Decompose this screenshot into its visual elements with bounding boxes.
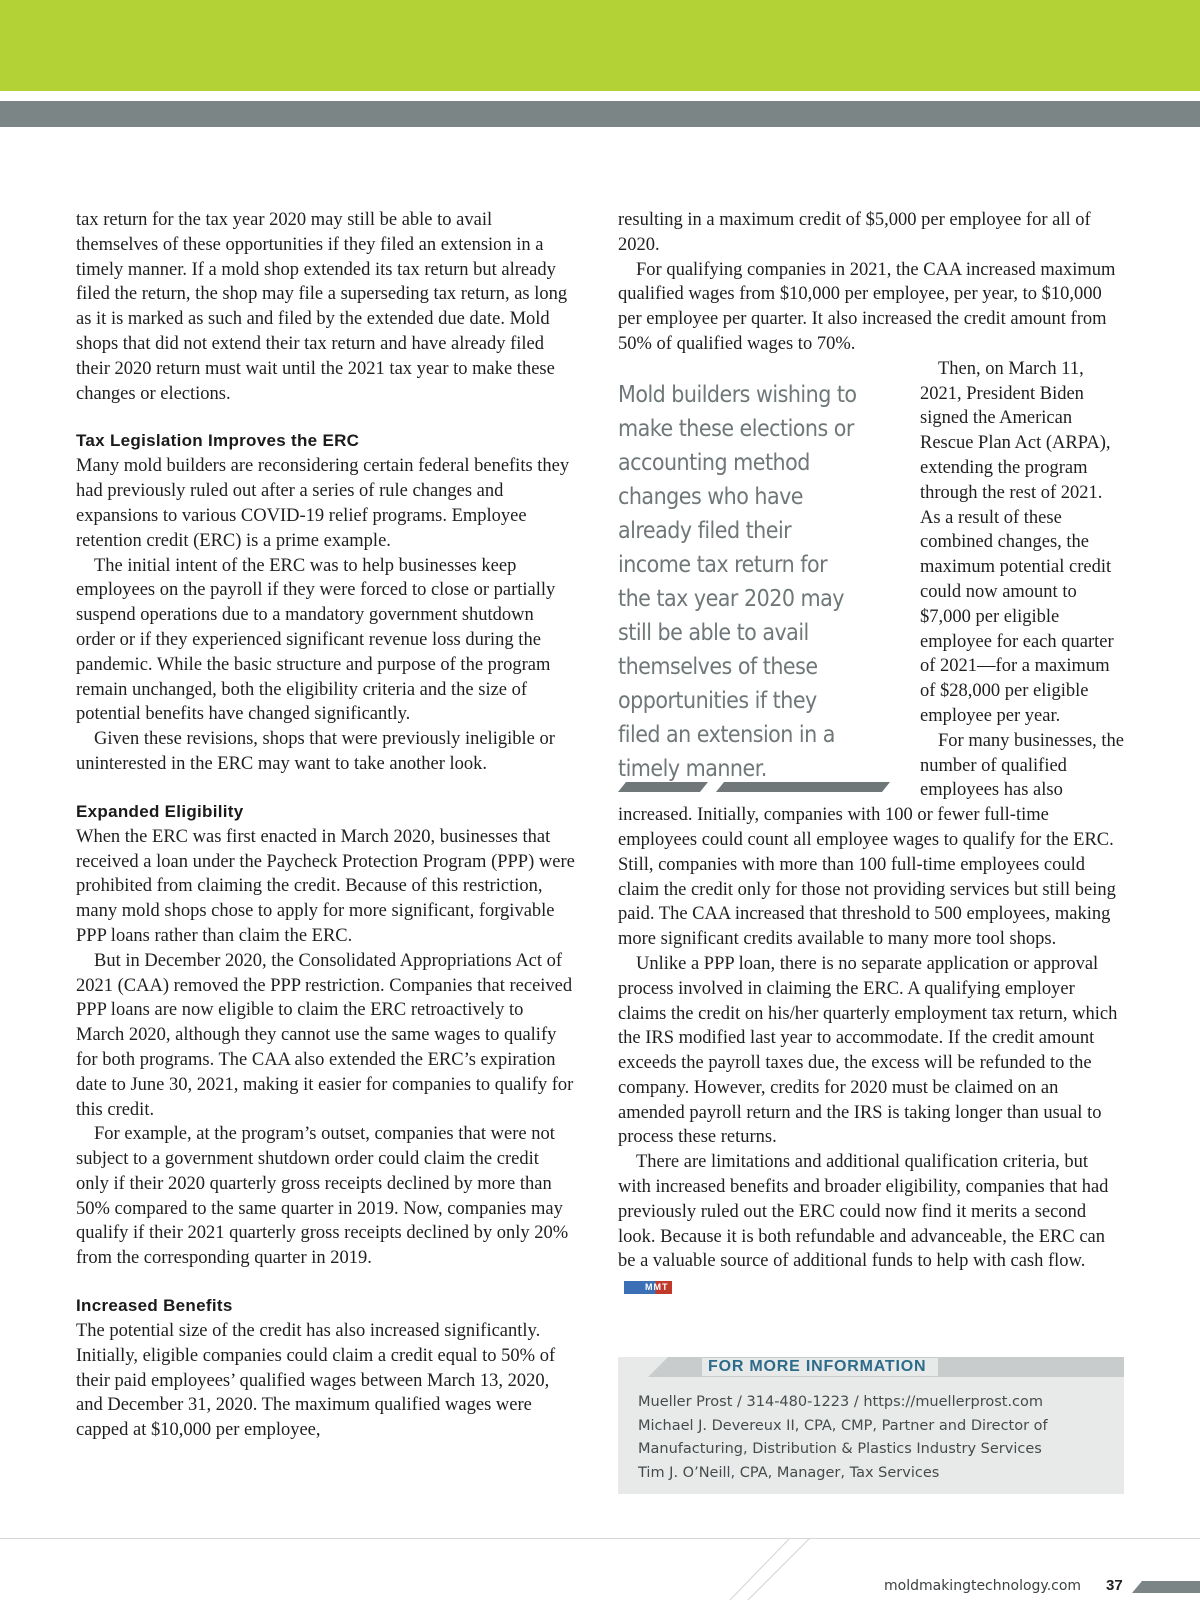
paragraph-text: Unlike a PPP loan, there is no separate application or approval process involved in claiming the ERC. A qualifying employer claims the credit on his/her quarterly employment tax return, which the IRS modified last year to accommodate. If the credit amount exceeds the payroll taxes due, the excess will be refunded to the company. However, credits for 2020 must be claimed on an amended payroll return and the IRS is taking longer than usual to process these returns. [618, 953, 1118, 1148]
header-green-band [0, 0, 1200, 91]
info-line: Tim J. O’Neill, CPA, Manager, Tax Services [638, 1464, 940, 1481]
paragraph: The potential size of the credit has also increased significantly. Initially, eligible companies could claim a credit equal to 50% of their paid employees’ qualified wages between March 13, 2020, and December 31, 2020. The maximum qualified wages were capped at $10,000 per employee, [76, 1321, 556, 1441]
paragraph: For example, at the program’s outset, companies that were not subject to a government shutdown order could claim the credit only if their 2020 quarterly gross receipts declined by more than 50% compared to the same quarter in 2019. Now, companies may qualify if their 2021 quarterly gross receipts declined by only 20% from the corresponding quarter in 2019. [76, 1124, 569, 1269]
paragraph: But in December 2020, the Consolidated Appropriations Act of 2021 (CAA) removed the PPP restriction. Companies that received PPP loans are now eligible to claim the ERC retroactively to March 2020, although they cannot use the same wages to qualify for both programs. The CAA also extended the ERC’s expiration date to June 30, 2021, making it easier for companies to qualify for this credit. [76, 950, 574, 1120]
header-gray-band [0, 101, 1200, 127]
more-info-title: FOR MORE INFORMATION [702, 1358, 938, 1376]
paragraph: For qualifying companies in 2021, the CAA increased maximum qualified wages from $10,000 per employee, per year, to $10,000 per employee per quarter. It also increased the credit amount from 50% of qualified wages to 70%. [618, 259, 1116, 354]
pull-quote-decoration [612, 780, 892, 794]
paragraph-text: There are limitations and additional qualification criteria, but with increased benefits and broader eligibility, companies that had previously ruled out the ERC could now find it merits a second look. Because it is both refundable and advanceable, the ERC can be a valuable source of additional funds to help with cash flow. [618, 1152, 1109, 1272]
footer-website: moldmakingtechnology.com [884, 1578, 1082, 1594]
section-heading-increased-benefits: Increased Benefits [76, 1296, 233, 1316]
paragraph [618, 952, 1124, 1150]
paragraph: When the ERC was first enacted in March 2020, businesses that received a loan under the Paycheck Protection Program (PPP) were prohibited from claiming the credit. Because of this restriction, many mold shops chose to apply for more significant, forgivable PPP loans rather than claim the ERC. [76, 826, 575, 946]
paragraph [618, 1150, 1124, 1299]
right-column [618, 208, 1124, 1299]
paragraph: The initial intent of the ERC was to help businesses keep employees on the payroll if they were forced to close or partially suspend operations due to a mandatory government shutdown order or if they experienced significant revenue loss during the pandemic. While the basic structure and purpose of the program remain unchanged, both the eligibility criteria and the size of potential benefits have changed significantly. [76, 555, 556, 725]
pull-quote: Mold builders wishing to make these elections or accounting method changes who have already filed their income tax return for the tax year 2020 may still be able to avail themselves of these opportunities if they filed an extension in a timely manner. [618, 379, 857, 782]
info-line: Mueller Prost / 314-480-1223 / https://muellerprost.com [638, 1394, 1044, 1410]
paragraph: Many mold builders are reconsidering certain federal benefits they had previously ruled out after a series of rule changes and expansions to various COVID-19 relief programs. Employee retention credit (ERC) is a prime example. [76, 456, 570, 551]
paragraph-text: Then, on March 11, 2021, President Biden signed the American Rescue Plan Act (ARPA), extending the program through the rest of 2021. As a result of these combined changes, the maximum potential credit could now amount to $7,000 per eligible employee for each quarter of 2021—for a maximum of $28,000 per eligible employee per year. [920, 358, 1114, 726]
more-info-box [618, 1357, 1124, 1494]
footer-rule [0, 1538, 1200, 1539]
paragraph: Given these revisions, shops that were previously ineligible or uninterested in the ERC may want to take another look. [76, 729, 555, 774]
paragraph: resulting in a maximum credit of $5,000 per employee for all of 2020. [618, 210, 1091, 255]
paragraph: tax return for the tax year 2020 may still be able to avail themselves of these opportunities if they filed an extension in a timely manner. If a mold shop extended its tax return but already filed the return, the shop may file a superseding tax return, as long as it is marked as such and filed by the extended due date. Mold shops that did not extend their tax return and have already filed their 2020 return must wait until the 2021 tax year to make these changes or elections. [76, 210, 568, 404]
pull-quote-rule-icon [612, 780, 892, 794]
footer-bar-icon [1132, 1581, 1200, 1593]
section-heading-expanded-eligibility: Expanded Eligibility [76, 801, 244, 821]
section-heading-tax-legislation: Tax Legislation Improves the ERC [76, 431, 360, 451]
left-column [76, 208, 576, 1443]
mmt-end-mark-icon: MMT [624, 1281, 672, 1294]
header-notch-icon [618, 1357, 688, 1377]
paragraph: For many businesses, the number of qualified employees has also increased. Initially, companies with 100 or fewer full-time employees could count all employee wages to qualify for the ERC. Still, companies with more than 100 full-time employees could claim the credit only for those not providing services but still being paid. The CAA increased that threshold to 500 employees, making more significant credits available to many more tool shops. [618, 730, 1125, 950]
info-line: Manufacturing, Distribution & Plastics Industry Services [638, 1441, 1042, 1457]
paragraph-with-pullquote [618, 357, 1124, 782]
page-number: 37 [1106, 1577, 1123, 1594]
more-info-lines [638, 1391, 1048, 1485]
info-line: Michael J. Devereux II, CPA, CMP, Partner and Director of [638, 1417, 1048, 1434]
footer-slash-decoration-icon [730, 1538, 850, 1600]
